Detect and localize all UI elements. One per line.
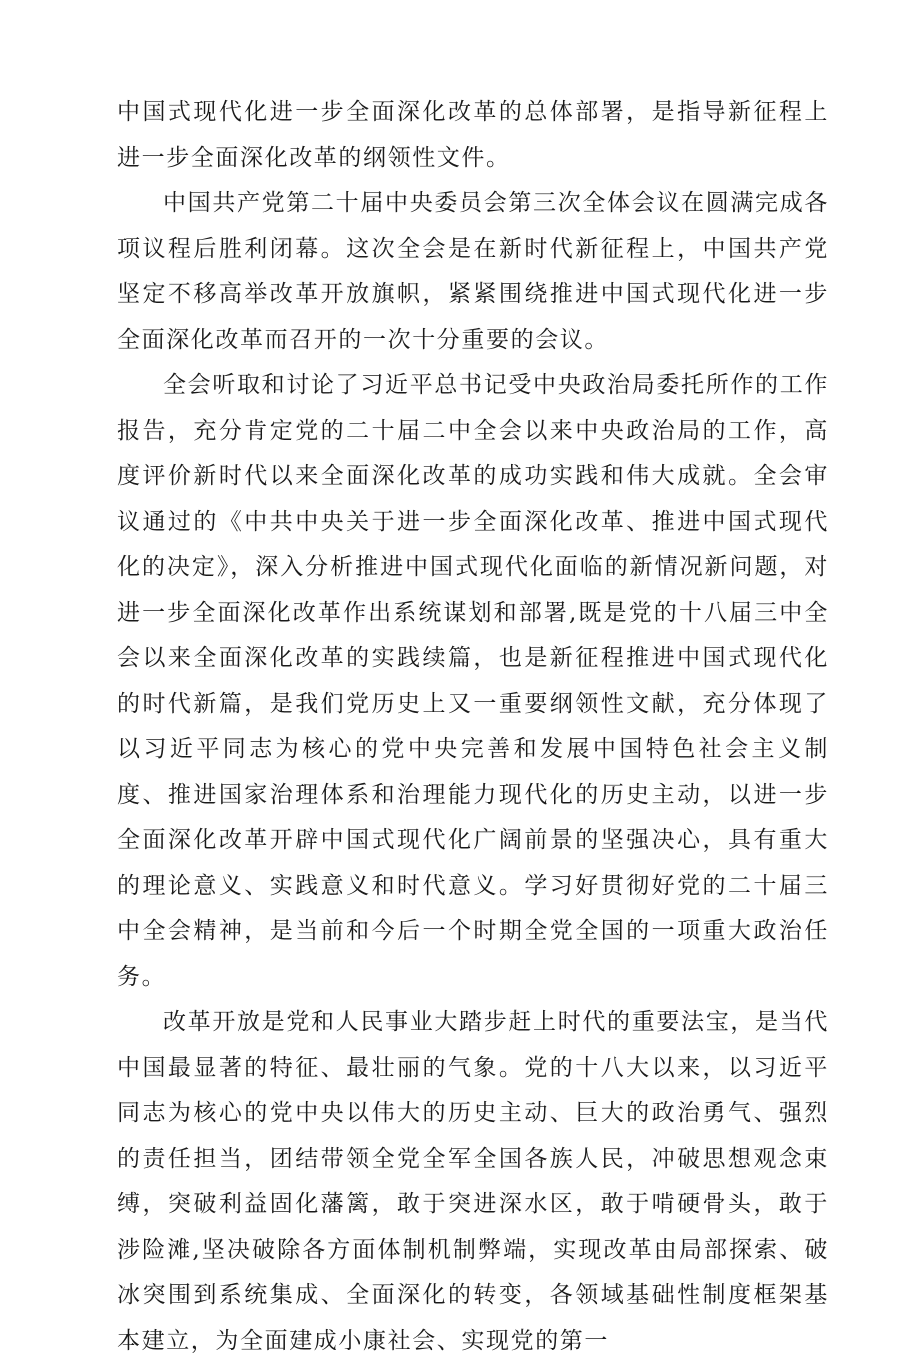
paragraph-4: 改革开放是党和人民事业大踏步赶上时代的重要法宝，是当代中国最显著的特征、最壮丽的气象。党的十八大以来，以习近平同志为核心的党中央以伟大的历史主动、巨大的政治勇气、强烈的责任担当，团结带领全党全军全国各族人民，冲破思想观念束缚，突破利益固化藩篱，敢于突进深水区，敢于啃硬骨头，敢于涉险滩,坚决破除各方面体制机制弊端，实现改革由局部探索、破冰突围到系统集成、全面深化的转变，各领域基础性制度框架基本建立，为全面建成小康社会、实现党的第一: [117, 1009, 829, 1354]
paragraph-2: 中国共产党第二十届中央委员会第三次全体会议在圆满完成各项议程后胜利闭幕。这次全会是在新时代新征程上，中国共产党坚定不移高举改革开放旗帜，紧紧围绕推进中国式现代化进一步全面深化改革而召开的一次十分重要的会议。: [117, 190, 829, 353]
paragraph-1: 中国式现代化进一步全面深化改革的总体部署，是指导新征程上进一步全面深化改革的纲领性文件。: [117, 99, 829, 171]
paragraph-3: 全会听取和讨论了习近平总书记受中央政治局委托所作的工作报告，充分肯定党的二十届二中全会以来中央政治局的工作，高度评价新时代以来全面深化改革的成功实践和伟大成就。全会审议通过的《中共中央关于进一步全面深化改革、推进中国式现代化的决定》，深入分析推进中国式现代化面临的新情况新问题，对进一步全面深化改革作出系统谋划和部署,既是党的十八届三中全会以来全面深化改革的实践续篇，也是新征程推进中国式现代化的时代新篇，是我们党历史上又一重要纲领性文献，充分体现了以习近平同志为核心的党中央完善和发展中国特色社会主义制度、推进国家治理体系和治理能力现代化的历史主动，以进一步全面深化改革开辟中国式现代化广阔前景的坚强决心，具有重大的理论意义、实践意义和时代意义。学习好贯彻好党的二十届三中全会精神，是当前和今后一个时期全党全国的一项重大政治任务。: [117, 372, 829, 990]
document-body: [117, 90, 829, 1364]
